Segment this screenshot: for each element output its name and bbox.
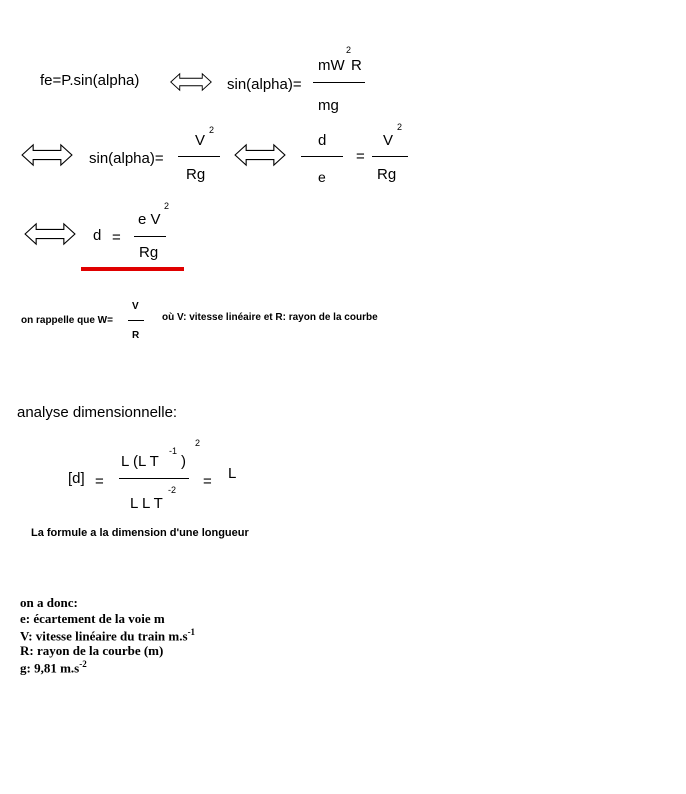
eq2-fraction-bar — [178, 156, 220, 157]
summary-line-r — [20, 644, 163, 657]
eq1-numerator-m: mW — [318, 57, 345, 74]
eq2-equals: = — [356, 148, 365, 165]
equivalence-arrow-icon — [20, 143, 74, 167]
dimensional-equals-2: = — [203, 473, 212, 490]
dimensional-numerator: L (L T — [121, 453, 159, 470]
eq2-rhs-numerator-exponent: 2 — [397, 122, 403, 132]
eq1-numerator-exponent: 2 — [346, 45, 352, 55]
reminder-fraction-bar — [128, 320, 144, 321]
eq1-rhs-label: sin(alpha)= — [227, 76, 302, 93]
summary-intro: on a donc: — [20, 595, 78, 610]
eq2-middle-fraction-bar — [301, 156, 343, 157]
eq1-fraction-bar — [313, 82, 365, 83]
eq2-lhs-label: sin(alpha)= — [89, 150, 164, 167]
dimensional-heading: analyse dimensionnelle: — [17, 404, 178, 421]
eq1-numerator-r: R — [351, 57, 362, 74]
dimensional-equals-1: = — [95, 473, 104, 490]
reminder-denominator: R — [132, 330, 140, 341]
reminder-prefix: on rappelle que W= — [21, 315, 113, 326]
equivalence-arrow-icon — [170, 71, 212, 93]
summary-line-g — [20, 660, 87, 674]
dimensional-numerator-exponent: -1 — [169, 446, 178, 456]
equivalence-arrow-icon — [232, 143, 288, 167]
reminder-numerator: V — [132, 301, 139, 312]
eq2-middle-denominator: e — [318, 169, 326, 185]
eq3-numerator-exponent: 2 — [164, 201, 170, 211]
eq2-numerator: V — [195, 132, 206, 149]
eq3-fraction-bar — [134, 236, 166, 237]
eq1-lhs: fe=P.sin(alpha) — [40, 72, 140, 89]
eq3-denominator: Rg — [139, 244, 159, 261]
dimensional-fraction-bar — [119, 478, 189, 479]
dimensional-conclusion: La formule a la dimension d'une longueur — [31, 527, 249, 539]
summary-line-e — [20, 612, 165, 625]
dimensional-outer-exponent: 2 — [195, 438, 201, 448]
dimensional-denominator: L L T — [130, 495, 163, 512]
eq2-rhs-numerator: V — [383, 132, 394, 149]
reminder-suffix: où V: vitesse linéaire et R: rayon de la courbe — [162, 312, 378, 323]
eq2-rhs-fraction-bar — [372, 156, 408, 157]
eq2-denominator: Rg — [186, 166, 206, 183]
eq3-equals: = — [112, 229, 121, 246]
eq2-numerator-exponent: 2 — [209, 125, 215, 135]
eq3-lhs: d — [93, 227, 102, 244]
dimensional-denominator-exponent: -2 — [168, 485, 177, 495]
summary-line-text: V: vitesse linéaire du train m.s — [20, 628, 188, 644]
summary-line-exponent: -1 — [187, 627, 196, 637]
eq2-rhs-denominator: Rg — [377, 166, 397, 183]
summary-line-v — [20, 628, 195, 642]
summary-line-text: g: 9,81 m.s — [20, 660, 80, 676]
summary-line-text: e: écartement de la voie m — [20, 611, 165, 626]
equivalence-arrow-icon — [22, 222, 78, 246]
eq1-denominator: mg — [318, 97, 339, 114]
eq3-numerator: e V — [138, 211, 161, 228]
eq2-middle-numerator: d — [318, 132, 327, 149]
result-red-underline — [81, 267, 184, 271]
dimensional-lhs: [d] — [68, 470, 85, 487]
summary-line-text: R: rayon de la courbe (m) — [20, 643, 164, 658]
dimensional-result: L — [228, 465, 237, 482]
summary-line-exponent: -2 — [79, 659, 87, 669]
dimensional-numerator-close: ) — [181, 453, 186, 470]
